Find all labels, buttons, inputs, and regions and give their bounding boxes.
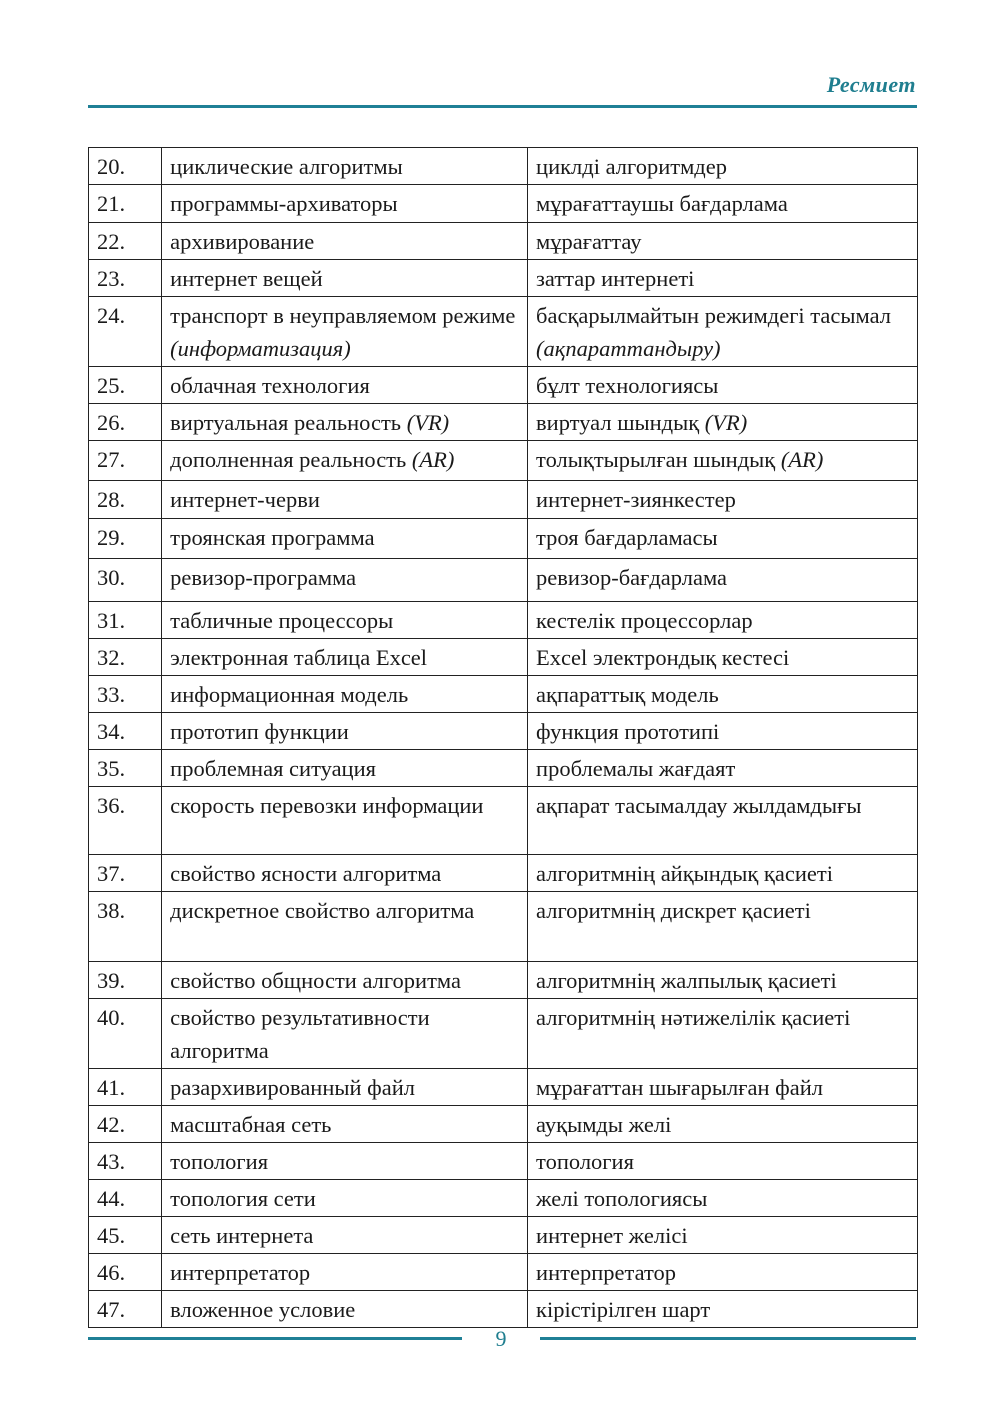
kazakh-term-cell bbox=[528, 481, 918, 519]
kazakh-term-cell bbox=[528, 223, 918, 260]
russian-term-note: (VR) bbox=[406, 410, 450, 435]
kazakh-term-cell bbox=[528, 713, 918, 750]
row-number: 40. bbox=[89, 999, 162, 1069]
russian-term-cell bbox=[162, 441, 528, 481]
kazakh-term-cell bbox=[528, 1106, 918, 1143]
kazakh-term-cell bbox=[528, 559, 918, 602]
header-rule bbox=[88, 105, 917, 108]
row-number: 39. bbox=[89, 962, 162, 999]
russian-term: архивирование bbox=[170, 229, 315, 254]
table-row bbox=[89, 999, 918, 1069]
russian-term: информационная модель bbox=[170, 682, 409, 707]
kazakh-term: алгоритмнің айқындық қасиеті bbox=[536, 861, 833, 886]
table-row bbox=[89, 441, 918, 481]
kazakh-term-cell bbox=[528, 1180, 918, 1217]
russian-term-cell bbox=[162, 639, 528, 676]
table-row bbox=[89, 1254, 918, 1291]
kazakh-term: интерпретатор bbox=[536, 1260, 677, 1285]
russian-term: виртуальная реальность bbox=[170, 410, 402, 435]
russian-term-cell bbox=[162, 676, 528, 713]
russian-term-cell bbox=[162, 602, 528, 639]
russian-term-cell bbox=[162, 1106, 528, 1143]
russian-term: свойство результативности алгоритма bbox=[170, 1005, 430, 1063]
kazakh-term: ақпараттық модель bbox=[536, 682, 719, 707]
russian-term-cell bbox=[162, 787, 528, 855]
russian-term-note: (AR) bbox=[411, 447, 455, 472]
russian-term: сеть интернета bbox=[170, 1223, 314, 1248]
table-row bbox=[89, 892, 918, 962]
russian-term-cell bbox=[162, 1291, 528, 1328]
russian-term-note: (информатизация) bbox=[170, 336, 351, 361]
table-row bbox=[89, 519, 918, 559]
kazakh-term-cell bbox=[528, 148, 918, 185]
kazakh-term: интернет-зиянкестер bbox=[536, 487, 736, 512]
russian-term: табличные процессоры bbox=[170, 608, 394, 633]
row-number: 43. bbox=[89, 1143, 162, 1180]
kazakh-term: заттар интернеті bbox=[536, 266, 695, 291]
russian-term-cell bbox=[162, 713, 528, 750]
row-number: 27. bbox=[89, 441, 162, 481]
kazakh-term: басқарылмайтын режимдегі тасымал bbox=[536, 303, 892, 328]
kazakh-term-cell bbox=[528, 639, 918, 676]
russian-term: свойство ясности алгоритма bbox=[170, 861, 442, 886]
kazakh-term-cell bbox=[528, 962, 918, 999]
row-number: 41. bbox=[89, 1069, 162, 1106]
table-row bbox=[89, 223, 918, 260]
row-number: 37. bbox=[89, 855, 162, 892]
glossary-table bbox=[88, 147, 918, 1328]
row-number: 46. bbox=[89, 1254, 162, 1291]
row-number: 44. bbox=[89, 1180, 162, 1217]
kazakh-term-cell bbox=[528, 441, 918, 481]
russian-term-cell bbox=[162, 1254, 528, 1291]
russian-term-cell bbox=[162, 999, 528, 1069]
footer-rule-left bbox=[88, 1337, 462, 1340]
kazakh-term: мұрағаттау bbox=[536, 229, 642, 254]
russian-term: разархивированный файл bbox=[170, 1075, 416, 1100]
table-row bbox=[89, 148, 918, 185]
russian-term: проблемная ситуация bbox=[170, 756, 376, 781]
kazakh-term: мұрағаттаушы бағдарлама bbox=[536, 191, 788, 216]
table-row bbox=[89, 676, 918, 713]
table-row bbox=[89, 1291, 918, 1328]
russian-term-cell bbox=[162, 481, 528, 519]
row-number: 21. bbox=[89, 185, 162, 223]
row-number: 30. bbox=[89, 559, 162, 602]
russian-term-cell bbox=[162, 559, 528, 602]
kazakh-term-cell bbox=[528, 367, 918, 404]
kazakh-term-cell bbox=[528, 519, 918, 559]
russian-term-cell bbox=[162, 404, 528, 441]
footer-rule-right bbox=[540, 1337, 916, 1340]
russian-term-cell bbox=[162, 223, 528, 260]
row-number: 34. bbox=[89, 713, 162, 750]
russian-term: топология bbox=[170, 1149, 269, 1174]
kazakh-term: циклді алгоритмдер bbox=[536, 154, 727, 179]
row-number: 24. bbox=[89, 297, 162, 367]
kazakh-term: проблемалы жағдаят bbox=[536, 756, 736, 781]
table-row bbox=[89, 750, 918, 787]
row-number: 29. bbox=[89, 519, 162, 559]
russian-term: циклические алгоритмы bbox=[170, 154, 403, 179]
kazakh-term-cell bbox=[528, 787, 918, 855]
row-number: 47. bbox=[89, 1291, 162, 1328]
russian-term-cell bbox=[162, 148, 528, 185]
russian-term-cell bbox=[162, 892, 528, 962]
russian-term-cell bbox=[162, 185, 528, 223]
kazakh-term: алгоритмнің жалпылық қасиеті bbox=[536, 968, 837, 993]
russian-term: дискретное свойство алгоритма bbox=[170, 898, 475, 923]
table-row bbox=[89, 855, 918, 892]
kazakh-term-cell bbox=[528, 1254, 918, 1291]
kazakh-term-note: (AR) bbox=[780, 447, 824, 472]
table-row bbox=[89, 1143, 918, 1180]
kazakh-term-cell bbox=[528, 1217, 918, 1254]
row-number: 36. bbox=[89, 787, 162, 855]
kazakh-term-cell bbox=[528, 602, 918, 639]
kazakh-term-cell bbox=[528, 892, 918, 962]
kazakh-term-cell bbox=[528, 404, 918, 441]
kazakh-term-cell bbox=[528, 750, 918, 787]
russian-term-cell bbox=[162, 855, 528, 892]
row-number: 33. bbox=[89, 676, 162, 713]
kazakh-term: ауқымды желі bbox=[536, 1112, 672, 1137]
row-number: 22. bbox=[89, 223, 162, 260]
kazakh-term-cell bbox=[528, 855, 918, 892]
glossary-table-body bbox=[89, 148, 918, 1328]
kazakh-term: ревизор-бағдарлама bbox=[536, 565, 728, 590]
russian-term-cell bbox=[162, 519, 528, 559]
kazakh-term-cell bbox=[528, 1291, 918, 1328]
russian-term-cell bbox=[162, 1180, 528, 1217]
russian-term-cell bbox=[162, 367, 528, 404]
row-number: 26. bbox=[89, 404, 162, 441]
row-number: 35. bbox=[89, 750, 162, 787]
table-row bbox=[89, 1217, 918, 1254]
kazakh-term-cell bbox=[528, 676, 918, 713]
table-row bbox=[89, 962, 918, 999]
row-number: 45. bbox=[89, 1217, 162, 1254]
russian-term: облачная технология bbox=[170, 373, 370, 398]
kazakh-term: функция прототипі bbox=[536, 719, 720, 744]
kazakh-term: алгоритмнің нәтижелілік қасиеті bbox=[536, 1005, 851, 1030]
table-row bbox=[89, 1180, 918, 1217]
row-number: 31. bbox=[89, 602, 162, 639]
russian-term: программы-архиваторы bbox=[170, 191, 398, 216]
russian-term-cell bbox=[162, 750, 528, 787]
table-row bbox=[89, 1106, 918, 1143]
russian-term-cell bbox=[162, 260, 528, 297]
row-number: 20. bbox=[89, 148, 162, 185]
table-row bbox=[89, 481, 918, 519]
russian-term: вложенное условие bbox=[170, 1297, 356, 1322]
kazakh-term: алгоритмнің дискрет қасиеті bbox=[536, 898, 811, 923]
russian-term: прототип функции bbox=[170, 719, 349, 744]
kazakh-term: толықтырылған шындық bbox=[536, 447, 776, 472]
russian-term: троянская программа bbox=[170, 525, 375, 550]
table-row bbox=[89, 559, 918, 602]
row-number: 38. bbox=[89, 892, 162, 962]
russian-term: дополненная реальность bbox=[170, 447, 407, 472]
russian-term: свойство общности алгоритма bbox=[170, 968, 461, 993]
kazakh-term: кірістірілген шарт bbox=[536, 1297, 711, 1322]
table-row bbox=[89, 787, 918, 855]
page-number: 9 bbox=[495, 1326, 507, 1351]
kazakh-term: кестелік процессорлар bbox=[536, 608, 753, 633]
russian-term-cell bbox=[162, 297, 528, 367]
kazakh-term: троя бағдарламасы bbox=[536, 525, 718, 550]
russian-term: масштабная сеть bbox=[170, 1112, 332, 1137]
table-row bbox=[89, 713, 918, 750]
table-row bbox=[89, 404, 918, 441]
kazakh-term: желі топологиясы bbox=[536, 1186, 708, 1211]
russian-term-cell bbox=[162, 1069, 528, 1106]
russian-term: транспорт в неуправляемом режиме bbox=[170, 303, 516, 328]
table-row bbox=[89, 185, 918, 223]
kazakh-term: виртуал шындық bbox=[536, 410, 700, 435]
kazakh-term-cell bbox=[528, 297, 918, 367]
table-row bbox=[89, 367, 918, 404]
kazakh-term: интернет желісі bbox=[536, 1223, 688, 1248]
kazakh-term: бұлт технологиясы bbox=[536, 373, 719, 398]
table-row bbox=[89, 260, 918, 297]
table-row bbox=[89, 1069, 918, 1106]
russian-term: интернет вещей bbox=[170, 266, 323, 291]
kazakh-term-cell bbox=[528, 1143, 918, 1180]
table-row bbox=[89, 297, 918, 367]
kazakh-term: Excel электрондық кестесі bbox=[536, 645, 790, 670]
kazakh-term-cell bbox=[528, 999, 918, 1069]
running-header-title: Ресмиет bbox=[826, 72, 916, 97]
russian-term: скорость перевозки информации bbox=[170, 793, 484, 818]
row-number: 25. bbox=[89, 367, 162, 404]
kazakh-term: топология bbox=[536, 1149, 634, 1174]
russian-term: интернет-черви bbox=[170, 487, 320, 512]
row-number: 42. bbox=[89, 1106, 162, 1143]
row-number: 28. bbox=[89, 481, 162, 519]
russian-term-cell bbox=[162, 962, 528, 999]
russian-term: ревизор-программа bbox=[170, 565, 357, 590]
russian-term: топология сети bbox=[170, 1186, 316, 1211]
row-number: 23. bbox=[89, 260, 162, 297]
table-row bbox=[89, 639, 918, 676]
kazakh-term: ақпарат тасымалдау жылдамдығы bbox=[536, 793, 862, 818]
table-row bbox=[89, 602, 918, 639]
kazakh-term-cell bbox=[528, 1069, 918, 1106]
russian-term-cell bbox=[162, 1217, 528, 1254]
kazakh-term-note: (VR) bbox=[704, 410, 748, 435]
kazakh-term-cell bbox=[528, 185, 918, 223]
kazakh-term-cell bbox=[528, 260, 918, 297]
kazakh-term-note: (ақпараттандыру) bbox=[536, 336, 721, 361]
row-number: 32. bbox=[89, 639, 162, 676]
russian-term: интерпретатор bbox=[170, 1260, 311, 1285]
kazakh-term: мұрағаттан шығарылған файл bbox=[536, 1075, 823, 1100]
russian-term-cell bbox=[162, 1143, 528, 1180]
russian-term: электронная таблица Excel bbox=[170, 645, 428, 670]
